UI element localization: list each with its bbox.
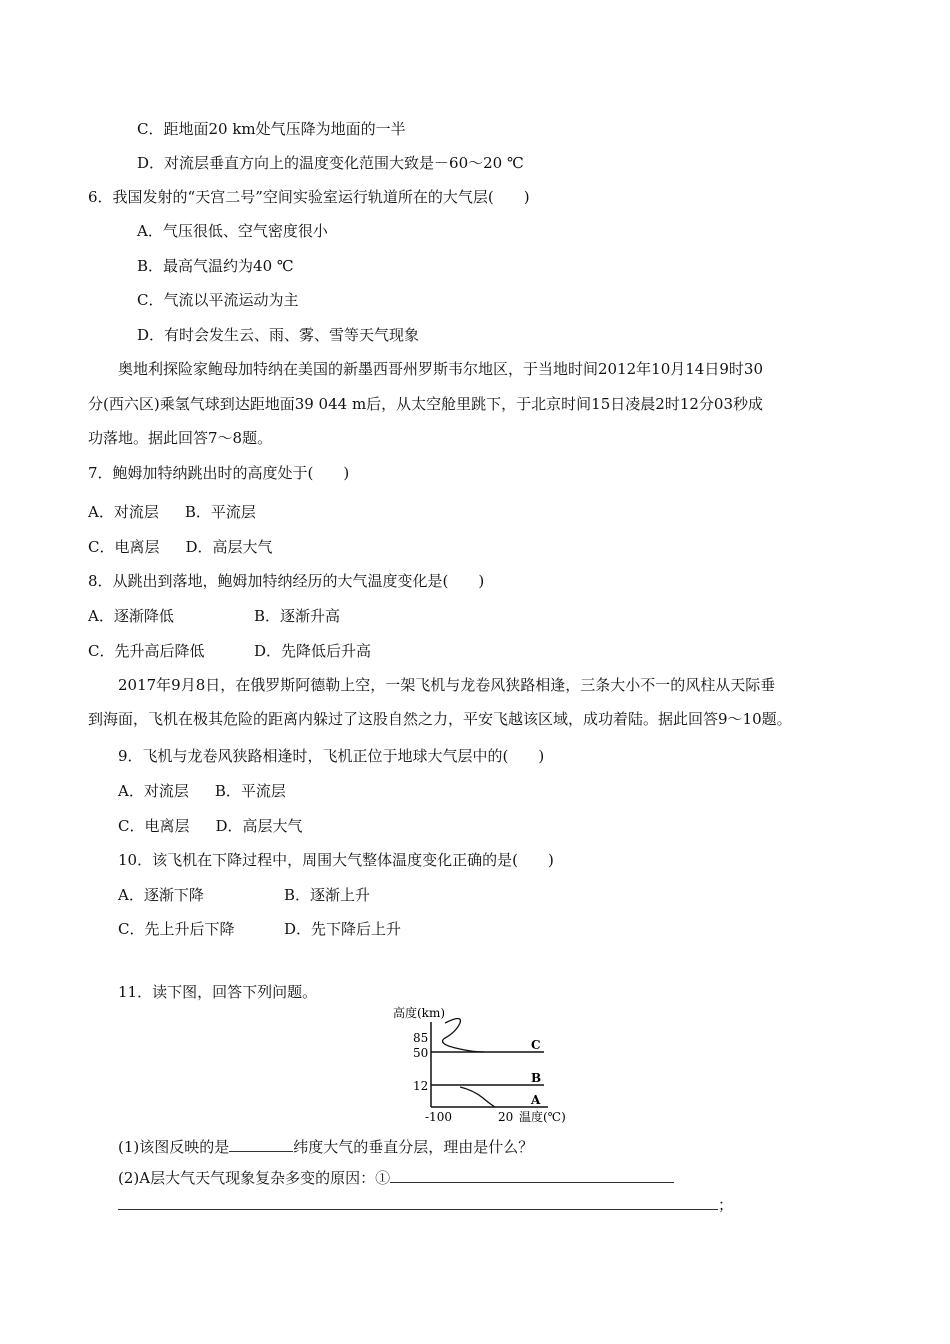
passage1-line3: 功落地。据此回答7～8题。	[88, 429, 273, 447]
figure-ylabel: 高度(km)	[393, 1006, 446, 1020]
q5-option-c: C．距地面20 km处气压降为地面的一半	[137, 120, 406, 138]
q8-stem: 8．从跳出到落地，鲍姆加特纳经历的大气温度变化是( )	[88, 572, 485, 590]
q11-sub2	[118, 1166, 674, 1188]
figure-xlabel: 温度(℃)	[519, 1110, 566, 1124]
xtick-neg100: -100	[425, 1110, 452, 1124]
q7-options-ab	[88, 502, 256, 522]
q11-sub2-blank-1[interactable]	[390, 1166, 674, 1183]
q11-sub1-suffix: 纬度大气的垂直分层，理由是什么？	[293, 1138, 534, 1156]
q9-option-d: D．高层大气	[215, 817, 303, 835]
layer-label-a: A	[531, 1093, 541, 1107]
q11-sub1-blank[interactable]	[229, 1135, 293, 1152]
q11-sub1-prefix: (1)该图反映的是	[118, 1138, 230, 1156]
q9-stem: 9．飞机与龙卷风狭路相逢时，飞机正位于地球大气层中的( )	[118, 747, 545, 765]
q9-options-ab	[118, 781, 286, 801]
ytick-85: 85	[413, 1031, 429, 1045]
q6-stem: 6．我国发射的“天宫二号”空间实验室运行轨道所在的大气层( )	[88, 188, 530, 206]
q10-option-a: A．逐渐下降	[118, 886, 204, 904]
atmosphere-layer-figure	[388, 1002, 608, 1128]
q8-option-c: C．先升高后降低	[88, 642, 205, 660]
q9-option-b: B．平流层	[214, 782, 286, 800]
q11-sub2-blank-2[interactable]	[118, 1193, 718, 1210]
q6-option-a: A．气压很低、空气密度很小	[137, 222, 328, 240]
temperature-curve-lower	[460, 1087, 495, 1107]
q10-options-cd	[118, 919, 401, 939]
q10-option-b: B．逐渐上升	[284, 886, 371, 904]
layer-label-b: B	[531, 1071, 542, 1085]
q7-option-a: A．对流层	[88, 503, 159, 521]
q10-options-ab	[118, 885, 370, 905]
layer-label-c: C	[531, 1038, 541, 1052]
q7-options-cd	[88, 537, 273, 557]
passage1-line2: 分(西六区)乘氢气球到达距地面39 044 m后，从太空舱里跳下，于北京时间15日凌晨2时12分03秒成	[88, 395, 763, 413]
q6-option-d: D．有时会发生云、雨、雾、雪等天气现象	[137, 326, 420, 344]
q8-options-ab	[88, 606, 340, 626]
q7-option-b: B．平流层	[184, 503, 256, 521]
passage1-line1: 奥地利探险家鲍母加特纳在美国的新墨西哥州罗斯韦尔地区，于当地时间2012年10月14日9时30	[118, 360, 763, 378]
q10-stem: 10．该飞机在下降过程中，周围大气整体温度变化正确的是( )	[118, 851, 554, 869]
q9-option-c: C．电离层	[118, 817, 190, 835]
q8-options-cd	[88, 641, 371, 661]
temperature-curve-upper	[443, 1019, 484, 1053]
q9-options-cd	[118, 816, 303, 836]
q6-option-b: B．最高气温约为40 ℃	[137, 257, 294, 275]
q8-option-d: D．先降低后升高	[254, 642, 372, 660]
q9-option-a: A．对流层	[118, 782, 189, 800]
passage2-line2: 到海面，飞机在极其危险的距离内躲过了这股自然之力，平安飞越该区域，成功着陆。据此回答9～10题。	[88, 710, 792, 728]
ytick-12: 12	[413, 1079, 429, 1093]
ytick-50: 50	[413, 1046, 429, 1060]
xtick-20: 20	[498, 1110, 514, 1124]
passage2-line1: 2017年9月8日，在俄罗斯阿德勒上空，一架飞机与龙卷风狭路相逢，三条大小不一的风柱从天际垂	[118, 676, 776, 694]
q10-option-d: D．先下降后上升	[284, 920, 402, 938]
q6-option-c: C．气流以平流运动为主	[137, 291, 299, 309]
q7-option-d: D．高层大气	[185, 538, 273, 556]
q5-option-d: D．对流层垂直方向上的温度变化范围大致是－60～20 ℃	[137, 154, 524, 172]
q11-sub1	[118, 1135, 533, 1157]
q7-option-c: C．电离层	[88, 538, 160, 556]
q11-sub2-prefix: (2)A层大气天气现象复杂多变的原因：①	[118, 1169, 391, 1187]
q10-option-c: C．先上升后下降	[118, 920, 235, 938]
q8-option-b: B．逐渐升高	[254, 607, 341, 625]
q8-option-a: A．逐渐降低	[88, 607, 174, 625]
q7-stem: 7．鲍姆加特纳跳出时的高度处于( )	[88, 464, 350, 482]
q11-end-mark: ；	[718, 1196, 734, 1214]
q11-sub2-continued	[118, 1193, 733, 1215]
q11-stem: 11．读下图，回答下列问题。	[118, 983, 318, 1001]
